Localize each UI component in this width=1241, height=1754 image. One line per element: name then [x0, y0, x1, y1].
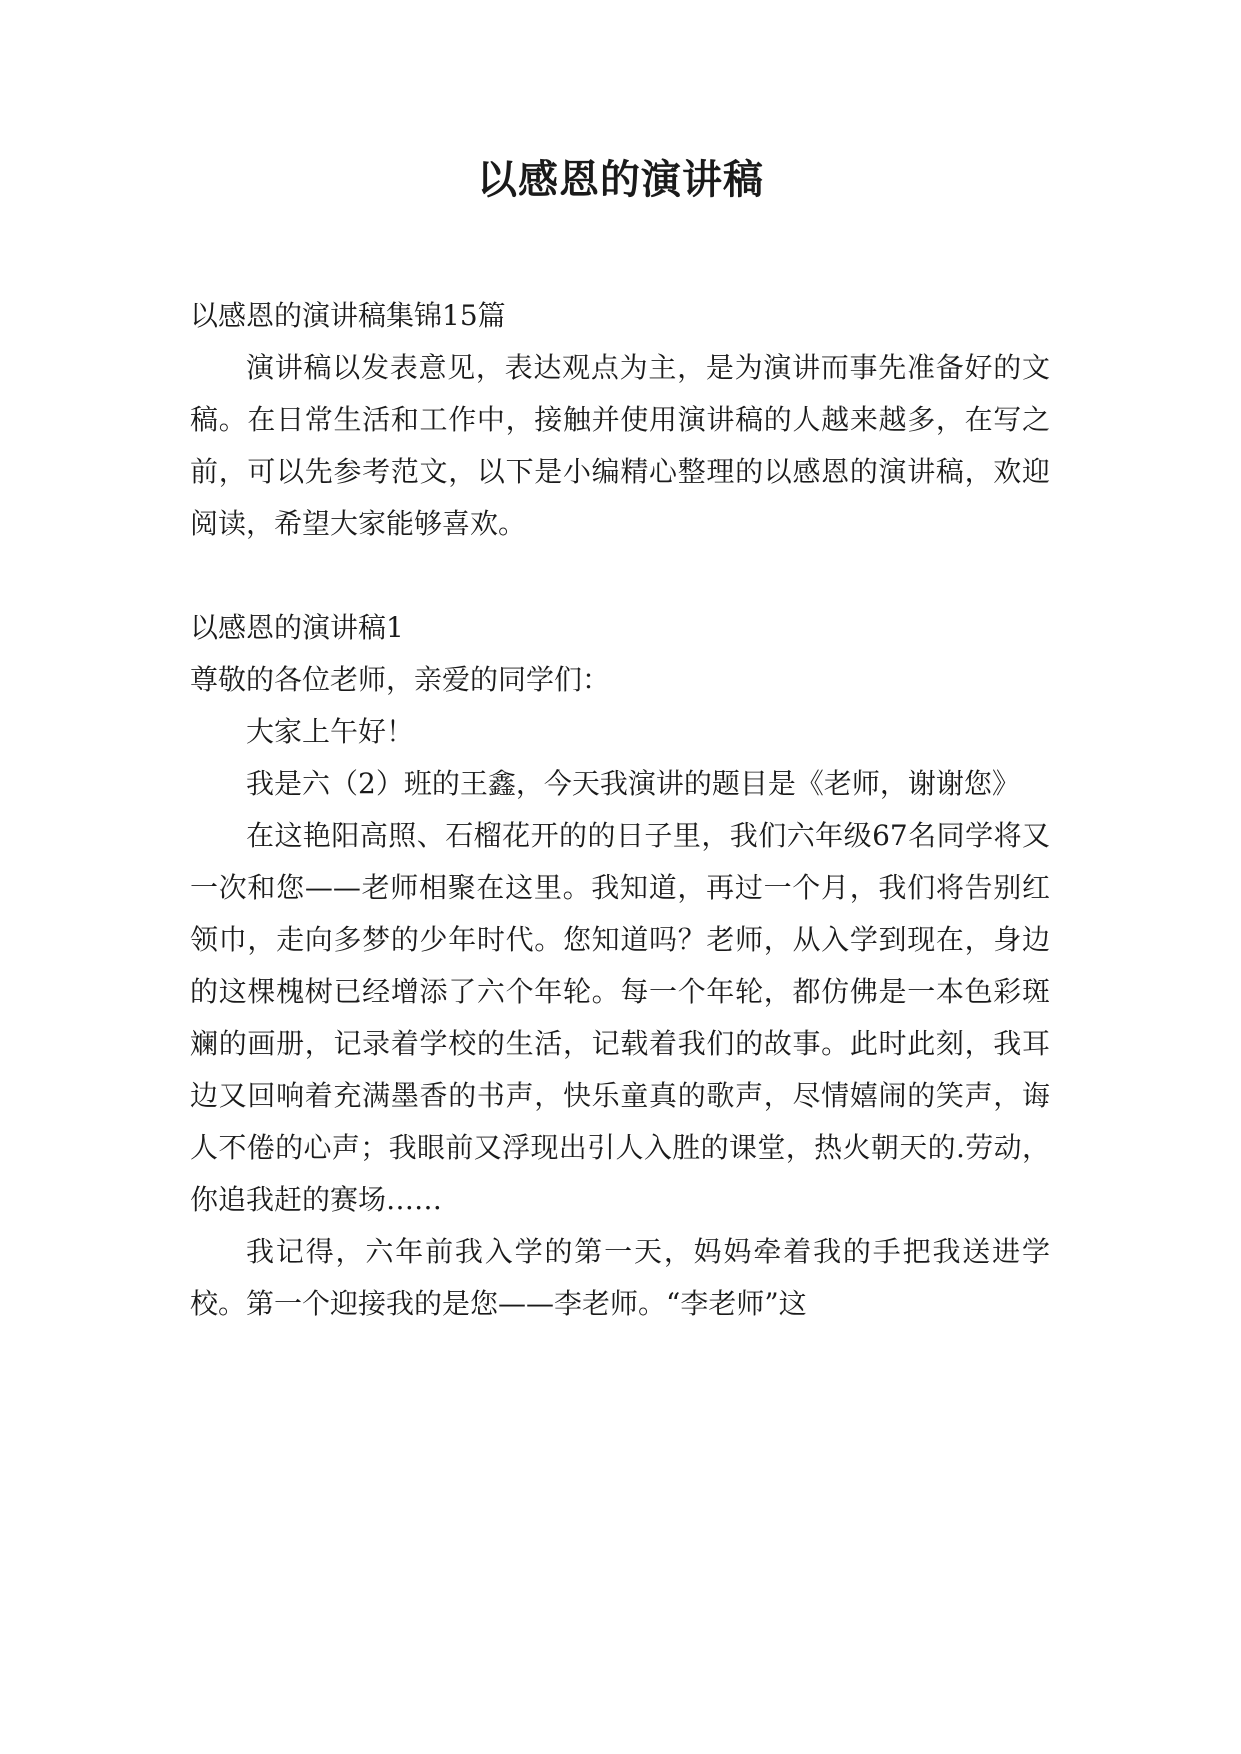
body-paragraph: 我是六（2）班的王鑫，今天我演讲的题目是《老师，谢谢您》 [246, 767, 1020, 800]
salutation: 尊敬的各位老师，亲爱的同学们： [190, 663, 611, 696]
document-title: 以感恩的演讲稿 [477, 157, 764, 203]
document-body [190, 290, 1050, 1330]
section-spacer [190, 550, 1050, 602]
document-subtitle: 以感恩的演讲稿集锦15篇 [190, 299, 506, 332]
body-paragraph: 在这艳阳高照、石榴花开的的日子里，我们六年级67名同学将又一次和您——老师相聚在这里。我知道，再过一个月，我们将告别红领巾，走向多梦的少年时代。您知道吗？老师，从入学到现在，身边的这棵槐树已经增添了六个年轮。每一个年轮，都仿佛是一本色彩斑斓的画册，记录着学校的生活，记载着我们的故事。此时此刻，我耳边又回响着充满墨香的书声，快乐童真的歌声，尽情嬉闹的笑声，诲人不倦的心声；我眼前又浮现出引人入胜的课堂，热火朝天的.劳动，你追我赶的赛场…… [190, 819, 1050, 1216]
section-heading: 以感恩的演讲稿1 [190, 611, 404, 644]
body-paragraph: 我记得，六年前我入学的第一天，妈妈牵着我的手把我送进学校。第一个迎接我的是您——李老师。“李老师”这 [190, 1235, 1050, 1320]
intro-paragraph: 演讲稿以发表意见，表达观点为主，是为演讲而事先准备好的文稿。在日常生活和工作中，接触并使用演讲稿的人越来越多，在写之前，可以先参考范文，以下是小编精心整理的以感恩的演讲稿，欢迎阅读，希望大家能够喜欢。 [190, 351, 1050, 540]
greeting: 大家上午好！ [246, 715, 415, 748]
